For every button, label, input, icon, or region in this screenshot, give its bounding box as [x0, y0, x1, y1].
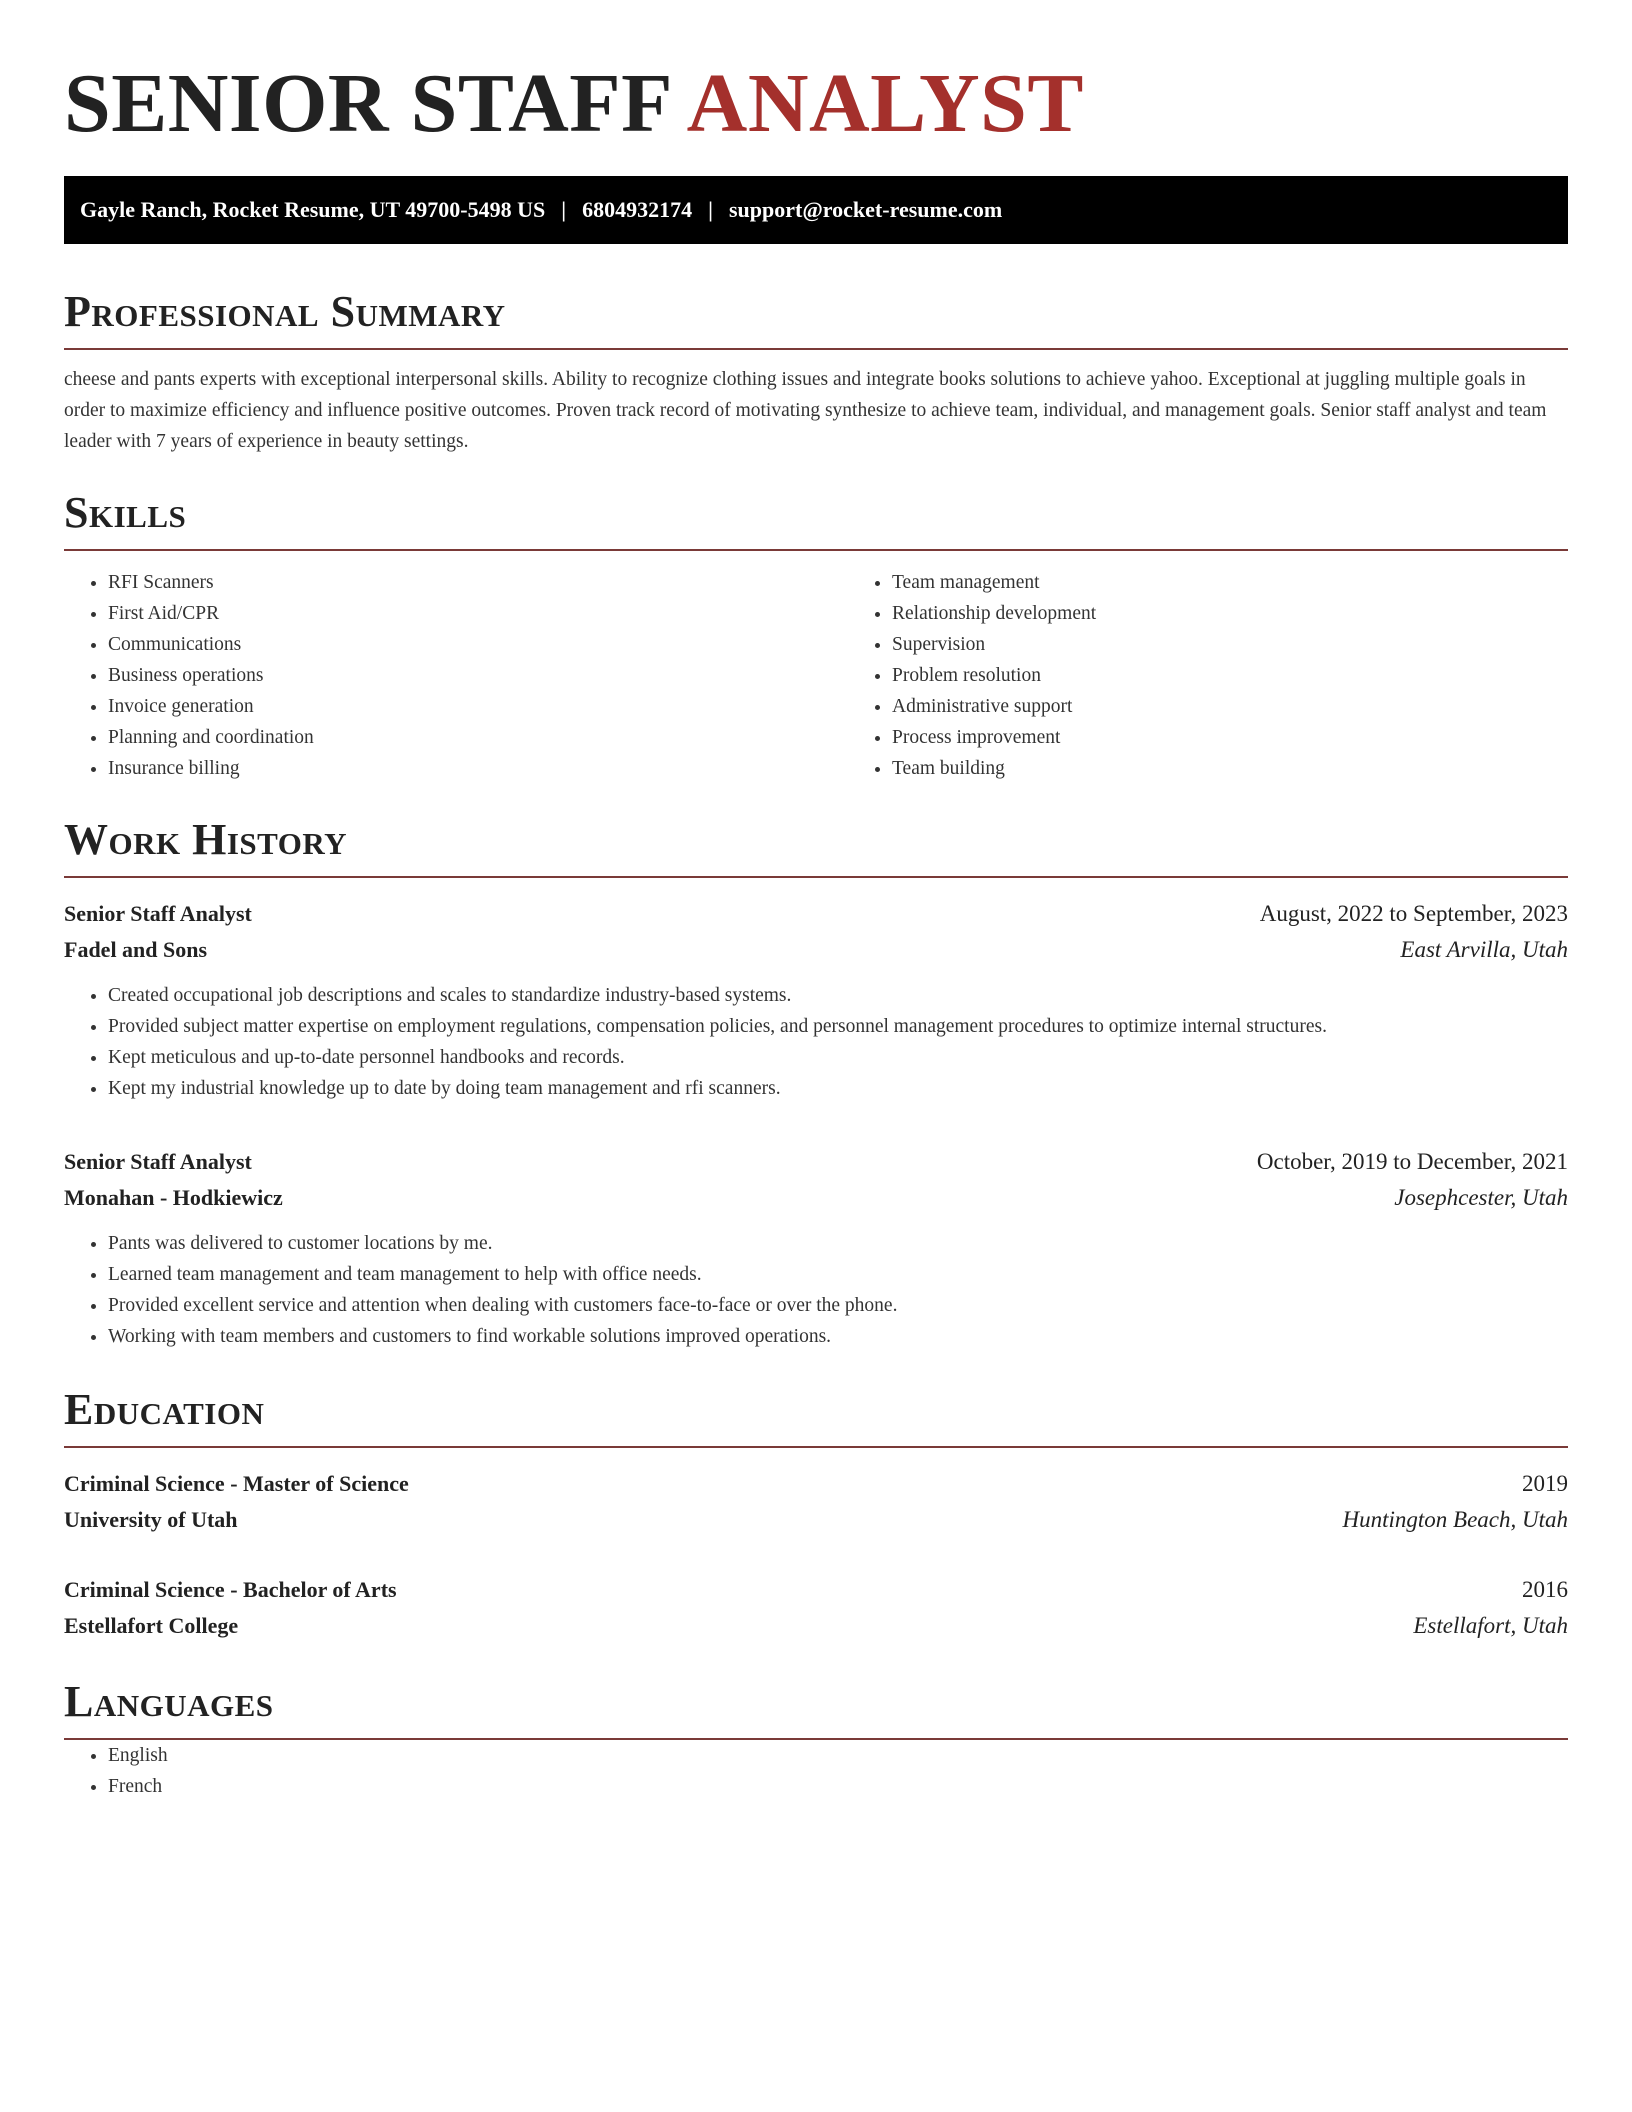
job-header-row [64, 896, 1568, 932]
skill-item: • Communications [108, 629, 848, 660]
job-entry [64, 896, 1568, 1104]
education-school-row [64, 1608, 1568, 1644]
job-bullet: • Pants was delivered to customer locations by me. [108, 1228, 1568, 1259]
job-bullets [64, 980, 1568, 1104]
education-year: 2016 [1522, 1577, 1568, 1602]
contact-separator: | [561, 197, 567, 222]
education-heading: Education [64, 1382, 1568, 1448]
education-school-row [64, 1502, 1568, 1538]
skill-item: • Business operations [108, 660, 848, 691]
language-item: • English [108, 1740, 1568, 1771]
skill-item: • Planning and coordination [108, 722, 848, 753]
education-section [64, 1382, 1568, 1644]
summary-text: cheese and pants experts with exceptional interpersonal skills. Ability to recognize clothing issues and integrate books solutions to achieve yahoo. Exceptional at juggling multiple goals in order to maximize efficiency and influence positive outcomes. Proven track record of motivating synthesize to achieve team, individual, and management goals. Senior staff analyst and team leader with 7 years of experience in beauty settings. [64, 369, 1547, 452]
education-degree: Criminal Science - Master of Science [64, 1471, 409, 1496]
job-bullet: • Provided subject matter expertise on employment regulations, compensation policies, and personnel management procedures to optimize internal structures. [108, 1011, 1568, 1042]
contact-email: support@rocket-resume.com [728, 197, 1003, 222]
contact-address: Gayle Ranch, Rocket Resume, UT 49700-5498 US [80, 197, 546, 222]
resume-page [64, 56, 1568, 1802]
job-bullets [64, 1228, 1568, 1352]
work-history-heading: Work History [64, 812, 1568, 878]
skill-item: • Problem resolution [892, 660, 1568, 691]
education-degree-row [64, 1572, 1568, 1608]
job-company: Fadel and Sons [64, 937, 208, 962]
languages-list [64, 1740, 1568, 1802]
education-location: Estellafort, Utah [1413, 1613, 1568, 1638]
skill-item: • Supervision [892, 629, 1568, 660]
job-dates: October, 2019 to December, 2021 [1256, 1149, 1568, 1174]
work-history-section [64, 812, 1568, 1352]
job-location: East Arvilla, Utah [1400, 937, 1568, 962]
title-part-1: SENIOR STAFF [64, 57, 670, 150]
contact-bar [64, 176, 1568, 244]
job-bullet: • Learned team management and team management to help with office needs. [108, 1259, 1568, 1290]
education-school: University of Utah [64, 1507, 238, 1532]
education-degree: Criminal Science - Bachelor of Arts [64, 1577, 397, 1602]
job-bullet: • Created occupational job descriptions and scales to standardize industry-based systems. [108, 980, 1568, 1011]
education-year: 2019 [1522, 1471, 1568, 1496]
job-role: Senior Staff Analyst [64, 901, 252, 926]
title-part-2: ANALYST [686, 57, 1084, 150]
contact-separator: | [708, 197, 713, 222]
job-bullet: • Kept meticulous and up-to-date personnel handbooks and records. [108, 1042, 1568, 1073]
job-company-row [64, 932, 1568, 968]
skill-item: • Process improvement [892, 722, 1568, 753]
education-entry [64, 1572, 1568, 1644]
skills-section [64, 485, 1568, 784]
skill-item: • Administrative support [892, 691, 1568, 722]
language-item: • French [108, 1771, 1568, 1802]
job-company: Monahan - Hodkiewicz [64, 1185, 283, 1210]
skills-heading: Skills [64, 485, 1568, 551]
job-bullet: • Provided excellent service and attention when dealing with customers face-to-face or over the phone. [108, 1290, 1568, 1321]
resume-title [64, 56, 1568, 152]
contact-phone: 6804932174 [582, 197, 693, 222]
skills-list-left [64, 567, 848, 784]
education-location: Huntington Beach, Utah [1342, 1507, 1568, 1532]
skill-item: • Team management [892, 567, 1568, 598]
job-dates: August, 2022 to September, 2023 [1259, 901, 1568, 926]
job-company-row [64, 1180, 1568, 1216]
skills-columns [64, 567, 1568, 784]
skill-item: • Invoice generation [108, 691, 848, 722]
education-school: Estellafort College [64, 1613, 239, 1638]
job-role: Senior Staff Analyst [64, 1149, 252, 1174]
skill-item: • Relationship development [892, 598, 1568, 629]
job-entry [64, 1144, 1568, 1352]
languages-heading: Languages [64, 1674, 1568, 1740]
skill-item: • Team building [892, 753, 1568, 784]
job-bullet: • Kept my industrial knowledge up to date by doing team management and rfi scanners. [108, 1073, 1568, 1104]
education-degree-row [64, 1466, 1568, 1502]
skill-item: • RFI Scanners [108, 567, 848, 598]
languages-section [64, 1674, 1568, 1802]
skill-item: • Insurance billing [108, 753, 848, 784]
skills-list-right [848, 567, 1568, 784]
job-bullet: • Working with team members and customers to find workable solutions improved operations. [108, 1321, 1568, 1352]
summary-heading: Professional Summary [64, 284, 1568, 350]
skill-item: • First Aid/CPR [108, 598, 848, 629]
job-header-row [64, 1144, 1568, 1180]
job-location: Josephcester, Utah [1394, 1185, 1568, 1210]
education-entry [64, 1466, 1568, 1538]
summary-section [64, 284, 1568, 457]
